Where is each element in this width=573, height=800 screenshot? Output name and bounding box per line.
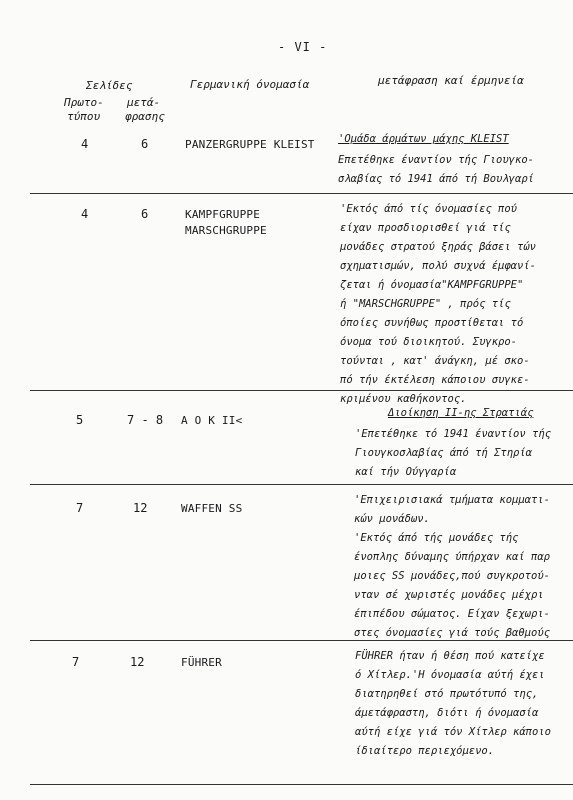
row2-greek-line: τούνται , κατ' άνάγκη, μέ σκο- (340, 355, 530, 367)
row1-greek-text (338, 130, 534, 189)
row-divider (30, 193, 573, 194)
row4-orig-page: 7 (76, 501, 84, 515)
header-original-line2: τύπου (67, 110, 101, 123)
row2-greek-line: ζεται ή όνομασία"KAMPFGRUPPE" (340, 279, 524, 291)
row5-greek-line: FÜHRER ήταν ή θέση πού κατείχε (355, 650, 545, 662)
row2-trans-page: 6 (141, 207, 149, 221)
row5-greek-line: ό Χίτλερ.'Η όνομασία αύτή έχει (355, 669, 545, 681)
row4-greek-line: νταν σέ χωριστές μονάδες μέχρι (354, 589, 544, 601)
row2-greek-line: σχηματισμών, πολύ συχνά έμφανί- (340, 260, 536, 272)
row4-greek-text (354, 491, 550, 643)
row-divider (30, 484, 573, 485)
row4-greek-line: 'Επιχειρισιακά τμήματα κομματι- (354, 494, 550, 506)
row2-greek-line: πό τήν έκτέλεση κάποιου συγκε- (340, 374, 530, 386)
row1-german-name: PANZERGRUPPE KLEIST (185, 138, 315, 151)
header-translation-line2: φρασης (125, 110, 165, 123)
header-original-line1: Πρωτο- (64, 96, 104, 109)
row5-greek-line: αύτή είχε γιά τόν Χίτλερ κάποιο (355, 726, 551, 738)
header-pages: Σελίδες (86, 79, 133, 92)
row2-greek-line: είχαν προσδιορισθεί γιά τίς (340, 222, 511, 234)
row4-greek-line: ένοπλης δύναμης ύπήρχαν καί παρ (354, 551, 550, 563)
row4-greek-line: στες όνομασίες γιά τούς βαθμούς (354, 627, 550, 639)
row2-greek-line: 'Εκτός άπό τίς όνομασίες πού (340, 203, 518, 215)
header-german-name: Γερμανική όνομασία (190, 78, 310, 91)
row5-greek-line: ίδιαίτερο περιεχόμενο. (355, 745, 495, 757)
row3-german-name: A O K II< (181, 414, 243, 427)
row1-greek-line: Επετέθηκε έναντίον τής Γιουγκο- (338, 154, 534, 166)
row-divider (30, 640, 573, 641)
header-translation-line1: μετά- (127, 96, 161, 109)
row2-orig-page: 4 (81, 207, 89, 221)
row5-german-name: FÜHRER (181, 656, 222, 669)
row1-trans-page: 6 (141, 137, 149, 151)
row2-greek-text (340, 200, 536, 409)
row3-trans-page: 7 - 8 (127, 413, 164, 427)
row2-german-name-1: KAMPFGRUPPE (185, 208, 261, 221)
row1-greek-line: σλαβίας τό 1941 άπό τή Βουλγαρί (338, 173, 534, 185)
header-meaning: μετάφραση καί έρμηνεία (378, 74, 524, 87)
row3-greek-line: Γιουγκοσλαβίας άπό τή Στηρία (355, 447, 533, 459)
row4-greek-line: μοιες SS μονάδες,πού συγκροτού- (354, 570, 550, 582)
row5-trans-page: 12 (130, 655, 145, 669)
row3-greek-heading (388, 404, 533, 423)
row4-greek-line: έπιπέδου σώματος. Είχαν ξεχωρι- (354, 608, 550, 620)
row5-orig-page: 7 (72, 655, 80, 669)
row2-german-name-2: MARSCHGRUPPE (185, 224, 267, 237)
row4-german-name: WAFFEN SS (181, 502, 243, 515)
row4-greek-line: κών μονάδων. (354, 513, 430, 525)
row2-greek-line: όνομα τού διοικητού. Συγκρο- (340, 336, 518, 348)
row2-greek-line: κριμένου καθήκοντος. (340, 393, 467, 405)
row4-greek-line: 'Εκτός άπό τής μονάδες τής (354, 532, 519, 544)
row3-greek-line: Διοίκηση ΙΙ-ης Στρατιάς (388, 407, 534, 419)
row2-greek-line: μονάδες στρατού ξηράς βάσει τών (340, 241, 536, 253)
row3-greek-line: 'Επετέθηκε τό 1941 έναντίον τής (355, 428, 551, 440)
row3-orig-page: 5 (76, 413, 84, 427)
page-number: - VI - (278, 40, 328, 54)
row3-greek-text (355, 425, 551, 482)
row2-greek-line: όποίες συνήθως προστίθεται τό (340, 317, 524, 329)
row1-orig-page: 4 (81, 137, 89, 151)
row-divider (30, 390, 573, 391)
row5-greek-line: άμετάφραστη, διότι ή όνομασία (355, 707, 539, 719)
row5-greek-line: διατηρηθεί στό πρωτότυπό της, (355, 688, 539, 700)
row1-greek-line: 'Ομάδα άρμάτων μάχης KLEIST (338, 133, 509, 145)
row5-greek-text (355, 647, 551, 761)
row4-trans-page: 12 (133, 501, 148, 515)
row-divider (30, 784, 573, 785)
row3-greek-line: καί τήν Ούγγαρία (355, 466, 457, 478)
row2-greek-line: ή "MARSCHGRUPPE" , πρός τίς (340, 298, 511, 310)
